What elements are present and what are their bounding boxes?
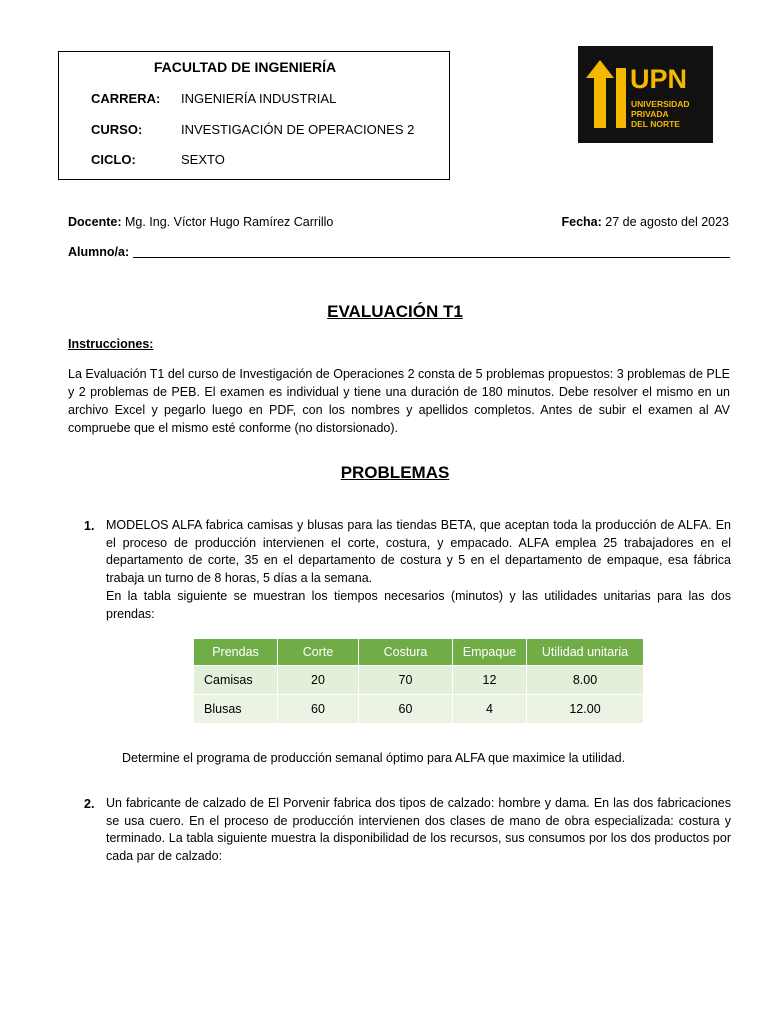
cell-costura: 70: [359, 666, 453, 695]
fecha-label: Fecha:: [561, 215, 602, 229]
cell-prenda: Blusas: [194, 695, 278, 724]
header-prendas: Prendas: [194, 639, 278, 666]
cell-utilidad: 12.00: [527, 695, 644, 724]
career-value: INGENIERÍA INDUSTRIAL: [181, 91, 337, 106]
cell-utilidad: 8.00: [527, 666, 644, 695]
header-utilidad: Utilidad unitaria: [527, 639, 644, 666]
header-corte: Corte: [278, 639, 359, 666]
cycle-value: SEXTO: [181, 152, 225, 167]
problem-2-number: 2.: [84, 797, 95, 811]
cycle-label: CICLO:: [91, 152, 136, 167]
logo-line-1: UNIVERSIDAD: [631, 99, 690, 109]
upn-logo: [578, 46, 713, 143]
header-costura: Costura: [359, 639, 453, 666]
cell-empaque: 12: [453, 666, 527, 695]
cell-prenda: Camisas: [194, 666, 278, 695]
alumno-name-field[interactable]: [133, 257, 730, 258]
fecha-value: 27 de agosto del 2023: [605, 215, 729, 229]
evaluation-title: EVALUACIÓN T1: [327, 302, 463, 321]
problems-title: PROBLEMAS: [340, 463, 450, 482]
docente-value: Mg. Ing. Víctor Hugo Ramírez Carrillo: [124, 215, 334, 229]
alumno-label: Alumno/a:: [68, 245, 130, 259]
problem-2-text: Un fabricante de calzado de El Porvenir fabrica dos tipos de calzado: hombre y dama. En las dos fabricaciones se usa cuero. En el proceso de producción intervienen dos clases de mano de obra especializada: costura y terminado. La tabla siguiente muestra la disponibilidad de los recursos, sus consumos por los dos productos por cada par de calzado:: [106, 796, 731, 863]
table-row: [194, 666, 644, 695]
fecha-line: [562, 215, 730, 229]
instructions-label: Instrucciones:: [68, 337, 154, 351]
career-label: CARRERA:: [91, 91, 161, 106]
arrow-up-icon: [586, 60, 614, 128]
logo-line-3: DEL NORTE: [631, 119, 680, 129]
problem-1-table-intro: En la tabla siguiente se muestran los tiempos necesarios (minutos) y las utilidades unitarias para las dos prendas:: [106, 589, 731, 621]
table-row: [194, 695, 644, 724]
problem-1-text: MODELOS ALFA fabrica camisas y blusas para las tiendas BETA, que aceptan toda la producción de ALFA. En el proceso de producción intervienen el corte, costura, y empacado. ALFA emplea 25 trabajadores en el departamento de corte, 35 en el departamento de costura y 5 en el departamento de empaque, esa fábrica trabaja un turno de 8 horas, 5 días a la semana.: [106, 518, 731, 585]
course-value: INVESTIGACIÓN DE OPERACIONES 2: [181, 122, 415, 137]
problem-1-number: 1.: [84, 519, 95, 533]
cell-costura: 60: [359, 695, 453, 724]
problem-1-table: [194, 639, 644, 723]
problem-1-question: Determine el programa de producción semanal óptimo para ALFA que maximice la utilidad.: [122, 751, 626, 765]
cell-corte: 20: [278, 666, 359, 695]
table-header-row: [194, 639, 644, 666]
course-label: CURSO:: [91, 122, 143, 137]
docente-line: [68, 215, 333, 229]
logo-line-2: PRIVADA: [631, 109, 669, 119]
docente-label: Docente:: [68, 215, 122, 229]
instructions-text: La Evaluación T1 del curso de Investigación de Operaciones 2 consta de 5 problemas propuestos: 3 problemas de PLE y 2 problemas de PEB. El examen es individual y tiene una duración de 180 minutos. Debe resolver el mismo en un archivo Excel y pegarlo luego en PDF, con los nombres y apellidos completos. Antes de subir el examen al AV compruebe que el mismo esté conforme (no distorsionado).: [68, 367, 730, 435]
cell-corte: 60: [278, 695, 359, 724]
logo-brand: UPN: [630, 64, 688, 94]
cell-empaque: 4: [453, 695, 527, 724]
course-header-box: [58, 51, 450, 180]
header-empaque: Empaque: [453, 639, 527, 666]
faculty-title: FACULTAD DE INGENIERÍA: [153, 59, 337, 75]
